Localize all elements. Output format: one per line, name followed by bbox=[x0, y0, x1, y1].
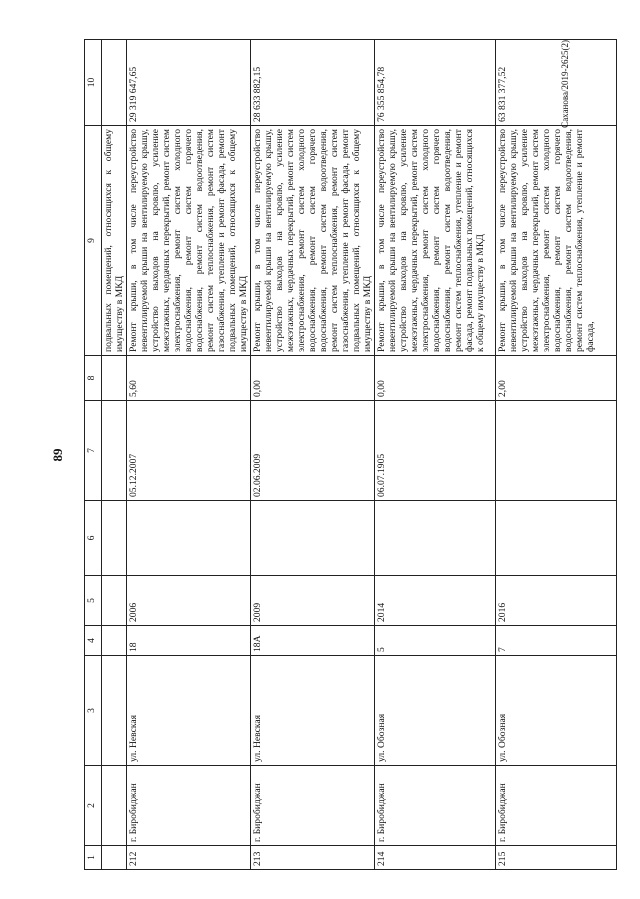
date-cell: 06.07.1905 bbox=[375, 401, 496, 501]
column-number-header bbox=[85, 40, 102, 870]
row-number: 215 bbox=[496, 846, 617, 870]
street-cell: ул. Обозная bbox=[496, 656, 617, 766]
year-cell: 2006 bbox=[127, 576, 251, 626]
table-row bbox=[375, 40, 496, 870]
rotated-landscape-content bbox=[40, 40, 600, 870]
date-cell: 02.06.2009 bbox=[251, 401, 375, 501]
row-number: 212 bbox=[127, 846, 251, 870]
housing-repair-table bbox=[84, 39, 617, 870]
year-cell: 2014 bbox=[375, 576, 496, 626]
page-number: 89 bbox=[50, 448, 65, 462]
table-row bbox=[251, 40, 375, 870]
year-cell: 2009 bbox=[251, 576, 375, 626]
continuation-row bbox=[102, 40, 127, 870]
column-header: 8 bbox=[85, 356, 102, 401]
column-header: 6 bbox=[85, 501, 102, 576]
row-number: 214 bbox=[375, 846, 496, 870]
date-cell: 05.12.2007 bbox=[127, 401, 251, 501]
city-cell: г. Биробиджан bbox=[496, 766, 617, 846]
house-cell: 5 bbox=[375, 626, 496, 656]
continued-works-text: подвальных помещений, относящихся к общему имуществу в МКД bbox=[102, 126, 127, 356]
column-header: 10 bbox=[85, 40, 102, 126]
city-cell: г. Биробиджан bbox=[127, 766, 251, 846]
works-cell: Ремонт крыши, в том числе переустройство невентилируемой крыши на вентилируемую крышу, устройство выходов на кровлю, усиление межэтажных, чердачных перекрытий, ремонт систем электроснабжения, ремонт систем холодного водоснабжения, ремонт систем горячего водоснабжения, ремонт систем водоотведения, ремонт систем теплоснабжения, ремонт систем газоснабжения, утепление и ремонт фасада, ремонт подвальных помещений, относящихся к общему имуществу в МКД bbox=[127, 126, 251, 356]
col8-cell: 5,60 bbox=[127, 356, 251, 401]
date-cell bbox=[496, 401, 617, 501]
column-header: 9 bbox=[85, 126, 102, 356]
document-reference: Саханова/2019-2625(2) bbox=[560, 40, 570, 128]
cost-cell: 29 319 647,65 bbox=[127, 40, 251, 126]
col6-cell bbox=[127, 501, 251, 576]
city-cell: г. Биробиджан bbox=[375, 766, 496, 846]
column-header: 2 bbox=[85, 766, 102, 846]
cost-cell: 63 831 377,52 bbox=[496, 40, 617, 126]
col6-cell bbox=[375, 501, 496, 576]
year-cell: 2016 bbox=[496, 576, 617, 626]
col8-cell: 2,00 bbox=[496, 356, 617, 401]
works-cell: Ремонт крыши, в том числе переустройство невентилируемой крыши на вентилируемую крышу, устройство выходов на кровлю, усиление межэтажных, чердачных перекрытий, ремонт систем электроснабжения, ремонт систем холодного водоснабжения, ремонт систем горячего водоснабжения, ремонт систем водоотведения, ремонт систем теплоснабжения, утепление и ремонт фасада, ремонт подвальных помещений, относящихся к общему имуществу в МКД bbox=[375, 126, 496, 356]
street-cell: ул. Невская bbox=[127, 656, 251, 766]
city-cell: г. Биробиджан bbox=[251, 766, 375, 846]
col8-cell: 0,00 bbox=[251, 356, 375, 401]
cost-cell: 76 355 854,78 bbox=[375, 40, 496, 126]
column-header: 3 bbox=[85, 656, 102, 766]
house-cell: 7 bbox=[496, 626, 617, 656]
works-cell: Ремонт крыши, в том числе переустройство невентилируемой крыши на вентилируемую крышу, устройство выходов на кровлю, усиление межэтажных, чердачных перекрытий, ремонт систем электроснабжения, ремонт систем холодного водоснабжения, ремонт систем горячего водоснабжения, ремонт систем водоотведения, ремонт систем теплоснабжения, утепление и ремонт фасада, bbox=[496, 126, 617, 356]
col6-cell bbox=[251, 501, 375, 576]
col8-cell: 0,00 bbox=[375, 356, 496, 401]
column-header: 7 bbox=[85, 401, 102, 501]
col6-cell bbox=[496, 501, 617, 576]
table-row bbox=[496, 40, 617, 870]
street-cell: ул. Обозная bbox=[375, 656, 496, 766]
house-cell: 18А bbox=[251, 626, 375, 656]
works-cell: Ремонт крыши, в том числе переустройство невентилируемой крыши на вентилируемую крышу, устройство выходов на кровлю, усиление межэтажных, чердачных перекрытий, ремонт систем электроснабжения, ремонт систем холодного водоснабжения, ремонт систем горячего водоснабжения, ремонт систем водоотведения, ремонт систем теплоснабжения, ремонт систем газоснабжения, утепление и ремонт фасада, ремонт подвальных помещений, относящихся к общему имуществу в МКД bbox=[251, 126, 375, 356]
column-header: 5 bbox=[85, 576, 102, 626]
row-number: 213 bbox=[251, 846, 375, 870]
table-row bbox=[127, 40, 251, 870]
street-cell: ул. Невская bbox=[251, 656, 375, 766]
cost-cell: 28 633 882,15 bbox=[251, 40, 375, 126]
house-cell: 18 bbox=[127, 626, 251, 656]
column-header: 1 bbox=[85, 846, 102, 870]
column-header: 4 bbox=[85, 626, 102, 656]
